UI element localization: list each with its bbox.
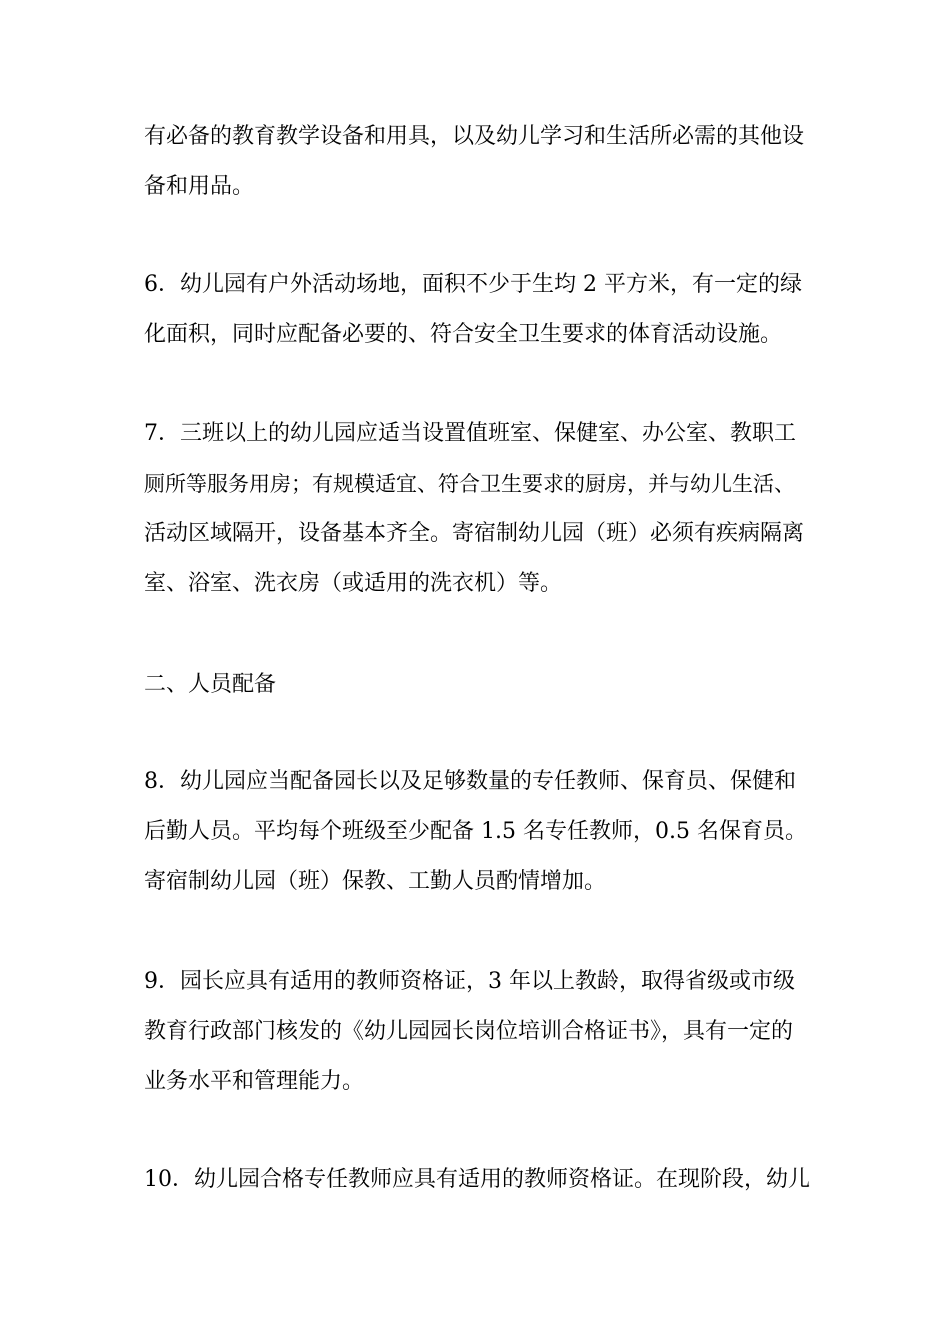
text-line: 化面积，同时应配备必要的、符合安全卫生要求的体育活动设施。 xyxy=(144,322,783,347)
paragraph-item-7 xyxy=(144,409,810,609)
text-line: 备和用品。 xyxy=(144,174,255,199)
text-line: 室、浴室、洗衣房（或适用的洗衣机）等。 xyxy=(144,571,563,596)
text-line: 业务水平和管理能力。 xyxy=(144,1069,365,1094)
text-line: 7．三班以上的幼儿园应适当设置值班室、保健室、办公室、教职工 xyxy=(144,421,796,446)
text-line: 厕所等服务用房；有规模适宜、符合卫生要求的厨房，并与幼儿生活、 xyxy=(144,472,795,496)
text-line: 活动区域隔开，设备基本齐全。寄宿制幼儿园（班）必须有疾病隔离 xyxy=(144,521,805,546)
text-line: 9．园长应具有适用的教师资格证，3 年以上教龄，取得省级或市级 xyxy=(144,969,795,994)
paragraph-item-10 xyxy=(144,1155,810,1205)
text-line: 10．幼儿园合格专任教师应具有适用的教师资格证。在现阶段，幼儿 xyxy=(144,1167,810,1192)
text-line: 教育行政部门核发的《幼儿园园长岗位培训合格证书》，具有一定的 xyxy=(144,1019,794,1044)
text-line: 8．幼儿园应当配备园长以及足够数量的专任教师、保育员、保健和 xyxy=(144,769,796,794)
text-line: 后勤人员。平均每个班级至少配备 1.5 名专任教师，0.5 名保育员。 xyxy=(144,819,807,844)
text-line: 6．幼儿园有户外活动场地，面积不少于生均 2 平方米，有一定的绿 xyxy=(144,272,802,297)
text-line: 有必备的教育教学设备和用具，以及幼儿学习和生活所必需的其他设 xyxy=(144,124,805,149)
paragraph-item-9 xyxy=(144,957,810,1107)
paragraph-equipment-continued xyxy=(144,112,810,212)
text-line: 寄宿制幼儿园（班）保教、工勤人员酌情增加。 xyxy=(144,869,607,894)
section-heading-text: 二、人员配备 xyxy=(144,672,277,697)
paragraph-item-6 xyxy=(144,260,810,360)
section-heading-staffing xyxy=(144,660,810,710)
paragraph-item-8 xyxy=(144,757,810,907)
